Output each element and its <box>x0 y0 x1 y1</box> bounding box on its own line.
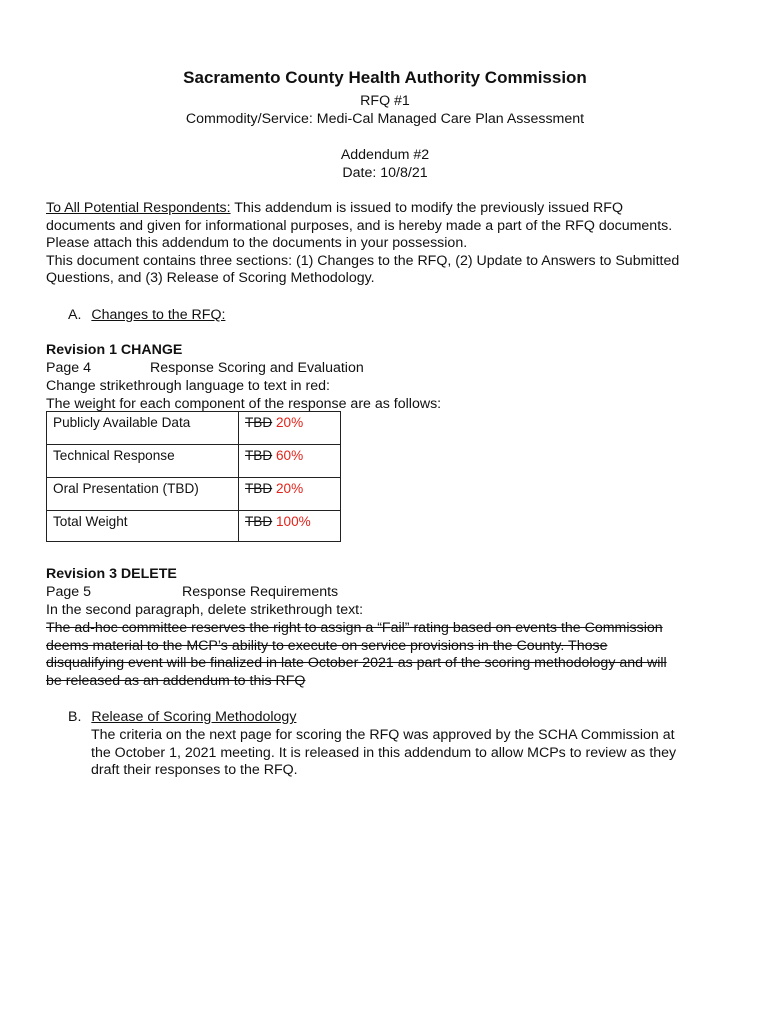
section-a-letter: A. <box>68 307 82 323</box>
weights-table <box>46 411 341 542</box>
weight-old-value: TBD <box>245 514 273 529</box>
revision-3-instruction: In the second paragraph, delete strikethrough text: <box>46 602 364 618</box>
weight-new-value: 20% <box>275 481 304 496</box>
struck-line: disqualifying event will be finalized in late October 2021 as part of the scoring methodology and will <box>46 655 667 672</box>
weight-label: Publicly Available Data <box>47 412 239 445</box>
weight-label: Oral Presentation (TBD) <box>47 478 239 511</box>
intro-line-1 <box>46 200 736 218</box>
document-title: Sacramento County Health Authority Commission <box>183 68 587 87</box>
revision-1-weights-intro: The weight for each component of the response are as follows: <box>46 396 442 412</box>
revision-1-page: Page 4 <box>46 360 91 376</box>
section-b-line: draft their responses to the RFQ. <box>91 762 298 779</box>
section-b-letter: B. <box>68 709 82 725</box>
weight-new-value: 20% <box>275 415 304 430</box>
intro-line-4: This document contains three sections: (1) Changes to the RFQ, (2) Update to Answers to Submitted <box>46 252 680 269</box>
weight-old-value: TBD <box>245 415 273 430</box>
weight-label: Total Weight <box>47 511 239 542</box>
struck-line: be released as an addendum to this RFQ <box>46 672 306 689</box>
intro-line-3: Please attach this addendum to the documents in your possession. <box>46 235 468 252</box>
revision-3-heading: Revision 3 DELETE <box>46 566 177 582</box>
intro-line-5: Questions, and (3) Release of Scoring Methodology. <box>46 270 375 287</box>
struck-line: The ad-hoc committee reserves the right to assign a “Fail” rating based on events the Commission <box>46 620 663 636</box>
revision-1-topic: Response Scoring and Evaluation <box>150 360 364 376</box>
section-b-title: Release of Scoring Methodology <box>91 709 297 725</box>
weight-value <box>239 511 341 542</box>
commodity-line: Commodity/Service: Medi-Cal Managed Care Plan Assessment <box>185 111 585 127</box>
weight-old-value: TBD <box>245 448 273 463</box>
section-b-heading <box>68 709 296 727</box>
section-a-heading <box>68 307 225 325</box>
addendum-date: Date: 10/8/21 <box>342 165 428 181</box>
table-row <box>47 478 341 511</box>
struck-paragraph <box>46 620 736 690</box>
weight-old-value: TBD <box>245 481 273 496</box>
section-b-line: the October 1, 2021 meeting. It is released in this addendum to allow MCPs to review as they <box>91 744 677 761</box>
weight-new-value: 60% <box>275 448 304 463</box>
struck-line: deems material to the MCP’s ability to execute on service provisions in the County. Those <box>46 637 608 654</box>
intro-line-1-rest: This addendum is issued to modify the previously issued RFQ <box>230 200 624 216</box>
revision-1-heading: Revision 1 CHANGE <box>46 342 183 358</box>
table-row <box>47 511 341 542</box>
intro-lead: To All Potential Respondents: <box>46 200 231 216</box>
revision-3-page: Page 5 <box>46 584 91 600</box>
rfq-number: RFQ #1 <box>360 93 410 109</box>
weight-label: Technical Response <box>47 445 239 478</box>
section-a-title: Changes to the RFQ: <box>91 307 226 323</box>
intro-line-2: documents and given for informational purposes, and is hereby made a part of the RFQ documents. <box>46 217 673 234</box>
weight-value <box>239 478 341 511</box>
intro-paragraph <box>46 200 736 288</box>
weight-value <box>239 412 341 445</box>
addendum-number: Addendum #2 <box>340 147 430 163</box>
table-row <box>47 412 341 445</box>
weight-value <box>239 445 341 478</box>
section-b-paragraph <box>91 727 751 780</box>
section-b-line: The criteria on the next page for scoring the RFQ was approved by the SCHA Commission at <box>91 727 675 743</box>
revision-3-topic: Response Requirements <box>182 584 339 600</box>
weight-new-value: 100% <box>275 514 311 529</box>
revision-1-instruction: Change strikethrough language to text in red: <box>46 378 330 394</box>
table-row <box>47 445 341 478</box>
